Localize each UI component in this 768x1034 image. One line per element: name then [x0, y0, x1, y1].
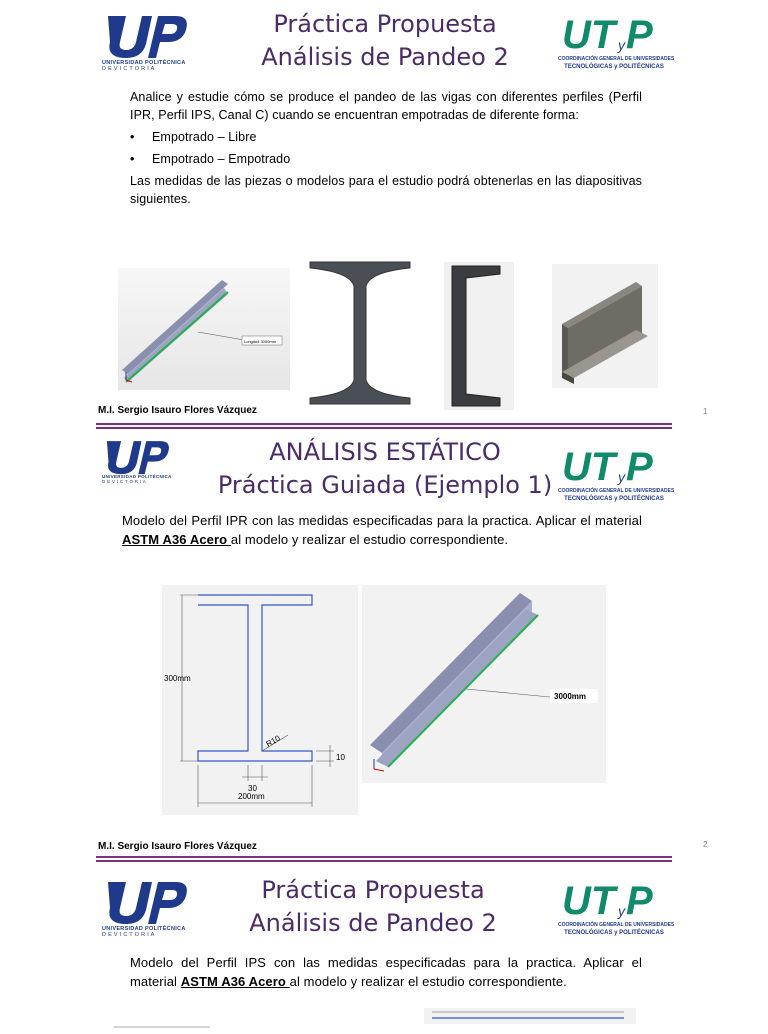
bullet-list [130, 128, 642, 168]
slide2-title: ANÁLISIS ESTÁTICO Práctica Guiada (Ejemplo 1) [217, 438, 553, 499]
slide3-title: Práctica Propuesta Análisis de Pandeo 2 [249, 876, 497, 937]
dim-radius: R10 [264, 733, 282, 749]
up-name: UNIVERSIDAD POLITÉCNICA D E V I C T O R I A [102, 926, 186, 938]
slide-divider [96, 423, 672, 429]
channel-render [552, 264, 658, 388]
dim-length: 3000mm [554, 692, 587, 701]
svg-text:UT: UT [562, 14, 616, 54]
beam-render [118, 268, 290, 390]
page-number: 1 [703, 407, 708, 416]
up-name: UNIVERSIDAD POLITÉCNICA D E V I C T O R I A [102, 474, 172, 484]
utp-logo [560, 446, 670, 486]
slide2-body: Modelo del Perfil IPR con las medidas especificadas para la practica. Aplicar el material ASTM A36 Acero al modelo y realizar el estudio correspondiente. [122, 513, 642, 547]
beam-length-label: Longitud 3000mm [244, 339, 277, 344]
dim-flange: 10 [336, 753, 345, 762]
utp-logo [560, 880, 670, 920]
utp-caption: COORDINACIÓN GENERAL DE UNIVERSIDADES TECNOLÓGICAS y POLITÉCNICAS [558, 922, 675, 936]
utp-logo [560, 14, 670, 54]
ipr-dimension-drawing [162, 585, 358, 815]
page-number: 2 [703, 840, 708, 849]
dim-web: 30 [248, 784, 257, 793]
svg-text:P: P [626, 880, 653, 920]
slide1-title: Práctica Propuesta Análisis de Pandeo 2 [261, 10, 509, 71]
slide-3 [0, 866, 768, 1024]
bullet-item: • Empotrado – Libre [130, 128, 642, 146]
svg-text:P: P [626, 446, 653, 486]
slide-1 [0, 0, 768, 430]
dim-width: 200mm [238, 792, 265, 801]
channel-section [444, 262, 514, 410]
ips-section-partial [424, 1008, 636, 1024]
author: M.I. Sergio Isauro Flores Vázquez [98, 405, 257, 416]
ips-drawing-partial [110, 1016, 230, 1024]
slide1-body: Analice y estudie cómo se produce el pandeo de las vigas con diferentes perfiles (Perfil IPR, Perfil IPS, Canal C) cuando se encuentran empotradas de diferente forma: • Empotrado – Libre • Empotrado – Empotrado Las medidas de las piezas o modelos para el estudio podrá obtenerlas en las diapositivas siguientes. [130, 88, 642, 208]
material-name: ASTM A36 Acero [122, 532, 231, 547]
svg-text:y: y [618, 469, 625, 485]
author: M.I. Sergio Isauro Flores Vázquez [98, 841, 257, 852]
slide-2 [0, 430, 768, 860]
svg-text:y: y [618, 903, 625, 919]
slide-divider [96, 856, 672, 862]
slide3-body: Modelo del Perfil IPS con las medidas especificadas para la practica. Aplicar el material ASTM A36 Acero al modelo y realizar el estudio correspondiente. [130, 955, 642, 989]
bullet-item: • Empotrado – Empotrado [130, 150, 642, 168]
dim-height: 300mm [164, 674, 191, 683]
utp-caption: COORDINACIÓN GENERAL DE UNIVERSIDADES TECNOLÓGICAS y POLITÉCNICAS [558, 488, 675, 502]
ipr-beam-render [362, 585, 606, 783]
up-name: UNIVERSIDAD POLITÉCNICA D E V I C T O R I A [102, 60, 186, 72]
utp-caption: COORDINACIÓN GENERAL DE UNIVERSIDADES TECNOLÓGICAS y POLITÉCNICAS [558, 56, 675, 70]
i-beam-section [306, 258, 414, 408]
svg-text:UT: UT [562, 880, 616, 920]
svg-text:y: y [618, 37, 625, 53]
svg-text:P: P [626, 14, 653, 54]
svg-text:UT: UT [562, 446, 616, 486]
material-name: ASTM A36 Acero [180, 974, 290, 989]
